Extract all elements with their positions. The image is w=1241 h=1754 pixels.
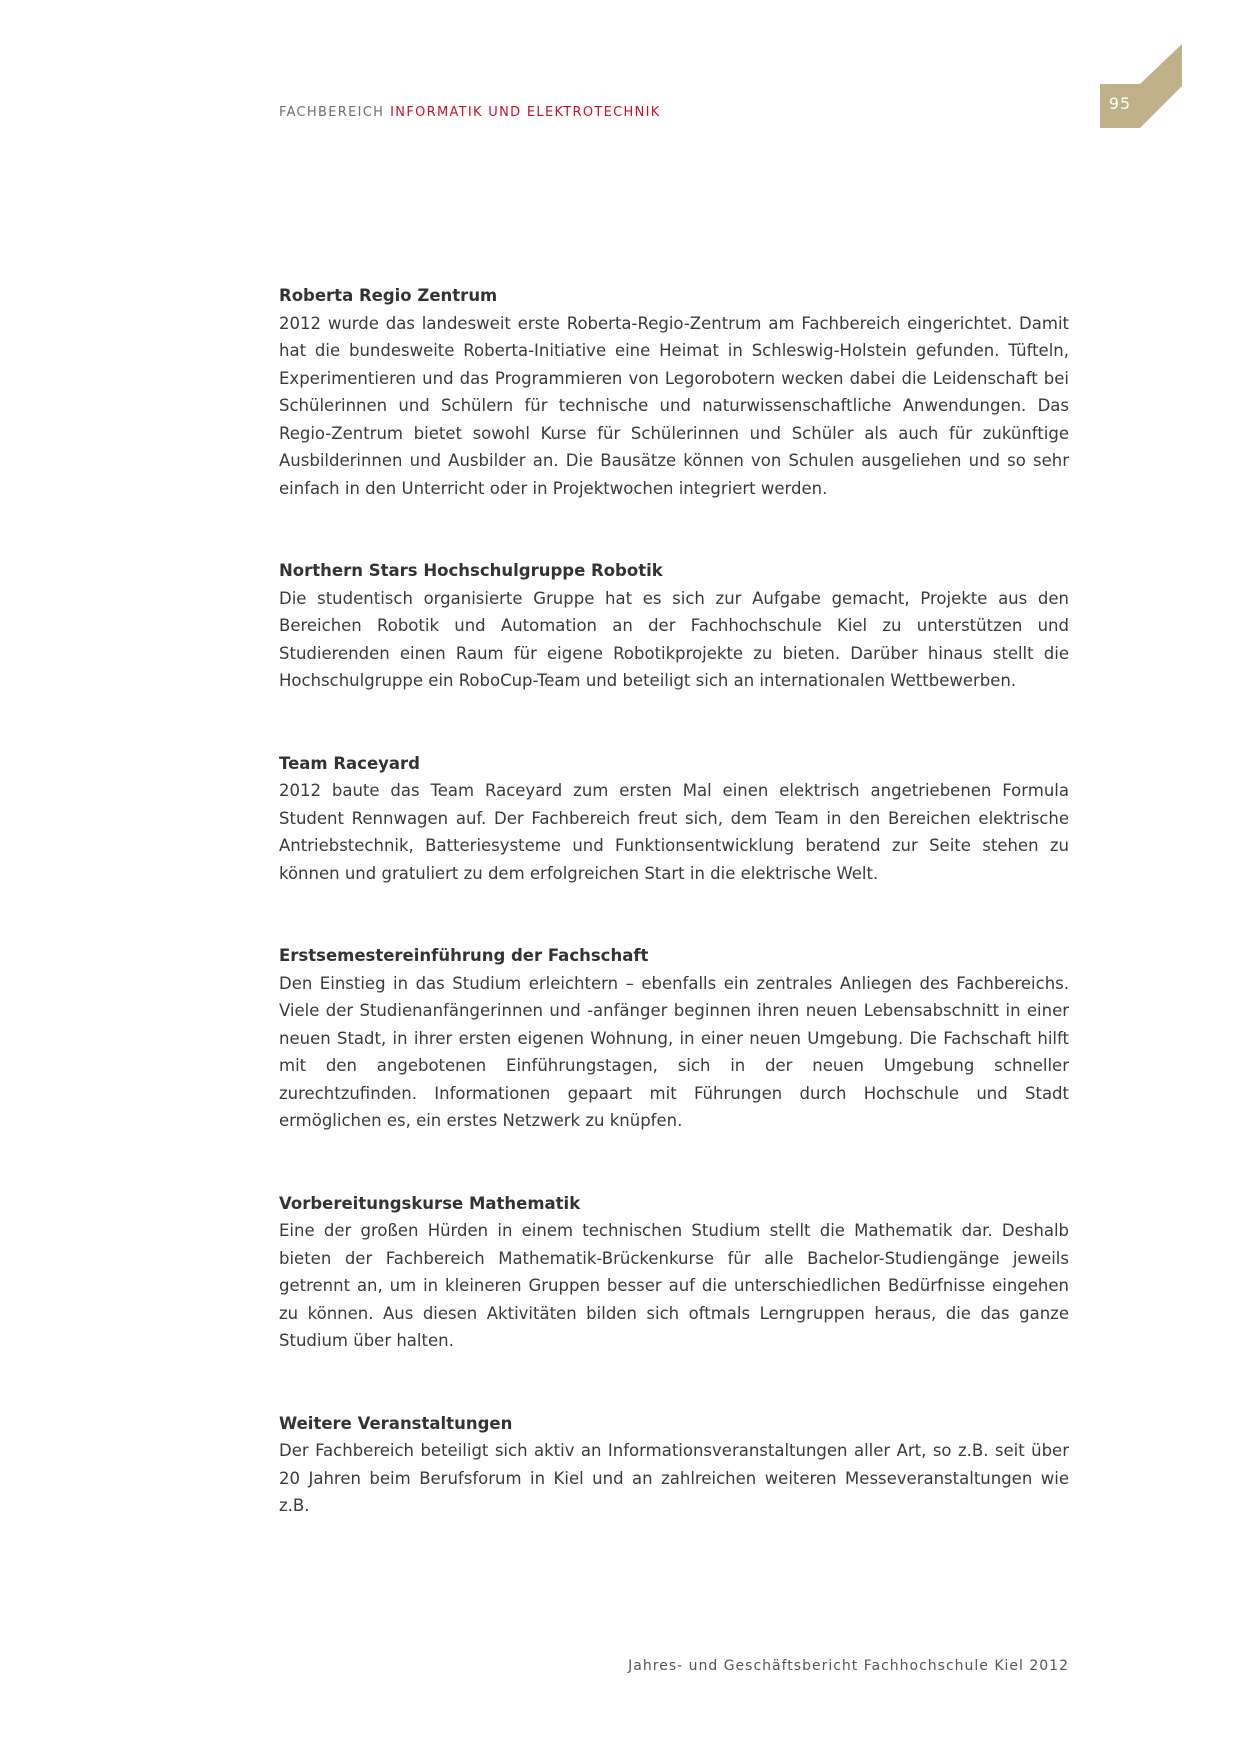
section-weitere-veranstaltungen — [279, 1410, 1069, 1520]
section-title: Team Raceyard — [279, 753, 420, 773]
section-body: Die studentisch organisierte Gruppe hat es sich zur Aufgabe gemacht, Projekte aus den Bereichen Robotik und Automation an der Fachhochschule Kiel zu unterstützen und Studierenden einen Raum für eigene Robotikprojekte zu bieten. Darüber hinaus stellt die Hochschulgruppe ein RoboCup-Team und beteiligt sich an internationalen Wettbewerben. — [279, 588, 1069, 690]
section-team-raceyard — [279, 750, 1069, 888]
section-body: Den Einstieg in das Studium erleichtern – ebenfalls ein zentrales Anliegen des Fachbereichs. Viele der Studienanfängerinnen und -anfänger beginnen ihren neuen Lebensabschnitt in einer neuen Stadt, in ihrer ersten eigenen Wohnung, in einer neuen Umgebung. Die Fachschaft hilft mit den angebotenen Einführungstagen, sich in der neuen Umgebung schneller zurechtzufinden. Informationen gepaart mit Führungen durch Hochschule und Stadt ermöglichen es, ein erstes Netzwerk zu knüpfen. — [279, 973, 1069, 1130]
section-northern-stars — [279, 557, 1069, 695]
section-title: Northern Stars Hochschulgruppe Robotik — [279, 561, 663, 580]
section-roberta-regio-zentrum — [279, 282, 1069, 502]
section-vorbereitungskurse — [279, 1190, 1069, 1355]
page-tab-shape — [1100, 44, 1182, 128]
section-title: Weitere Veranstaltungen — [279, 1413, 513, 1433]
section-erstsemestereinfuehrung — [279, 942, 1069, 1135]
section-body: 2012 wurde das landesweit erste Roberta-Regio-Zentrum am Fachbereich eingerichtet. Damit hat die bundesweite Roberta-Initiative eine Heimat in Schleswig-Holstein gefunden. Tüfteln, Experimentieren und das Programmieren von Legorobotern wecken dabei die Leidenschaft bei Schülerinnen und Schülern für technische und naturwissenschaftliche Anwendungen. Das Regio-Zentrum bietet sowohl Kurse für Schülerinnen und Schüler als auch für zukünftige Ausbilderinnen und Ausbilder an. Die Bausätze können von Schulen ausgeliehen und so sehr einfach in den Unterricht oder in Projektwochen integriert werden. — [279, 313, 1069, 498]
main-content — [279, 282, 1069, 1575]
header-department-name: INFORMATIK UND ELEKTROTECHNIK — [390, 105, 661, 120]
page-number-tab — [1100, 44, 1182, 128]
running-header — [279, 105, 661, 120]
page-number: 95 — [1108, 94, 1132, 113]
section-title: Vorbereitungskurse Mathematik — [279, 1193, 581, 1213]
header-prefix: FACHBEREICH — [279, 105, 385, 120]
section-body: Eine der großen Hürden in einem technischen Studium stellt die Mathematik dar. Deshalb bieten der Fachbereich Mathematik-Brückenkurse für alle Bachelor-Studiengänge jeweils getrennt an, um in kleineren Gruppen besser auf die unterschiedlichen Bedürfnisse eingehen zu können. Aus diesen Aktivitäten bilden sich oftmals Lerngruppen heraus, die das ganze Studium über halten. — [279, 1221, 1069, 1350]
running-footer: Jahres- und Geschäftsbericht Fachhochschule Kiel 2012 — [628, 1658, 1069, 1674]
section-title: Roberta Regio Zentrum — [279, 286, 498, 305]
section-body: Der Fachbereich beteiligt sich aktiv an Informationsveranstaltungen aller Art, so z.B. seit über 20 Jahren beim Berufsforum in Kiel und an zahlreichen weiteren Messeveranstaltungen wie z.B. — [279, 1441, 1069, 1515]
section-title: Erstsemestereinführung der Fachschaft — [279, 946, 649, 965]
section-body: 2012 baute das Team Raceyard zum ersten Mal einen elektrisch angetriebenen Formula Student Rennwagen auf. Der Fachbereich freut sich, dem Team in den Bereichen elektrische Antriebstechnik, Batteriesysteme und Funktionsentwicklung beratend zur Seite stehen zu können und gratuliert zu dem erfolgreichen Start in die elektrische Welt. — [279, 781, 1069, 883]
